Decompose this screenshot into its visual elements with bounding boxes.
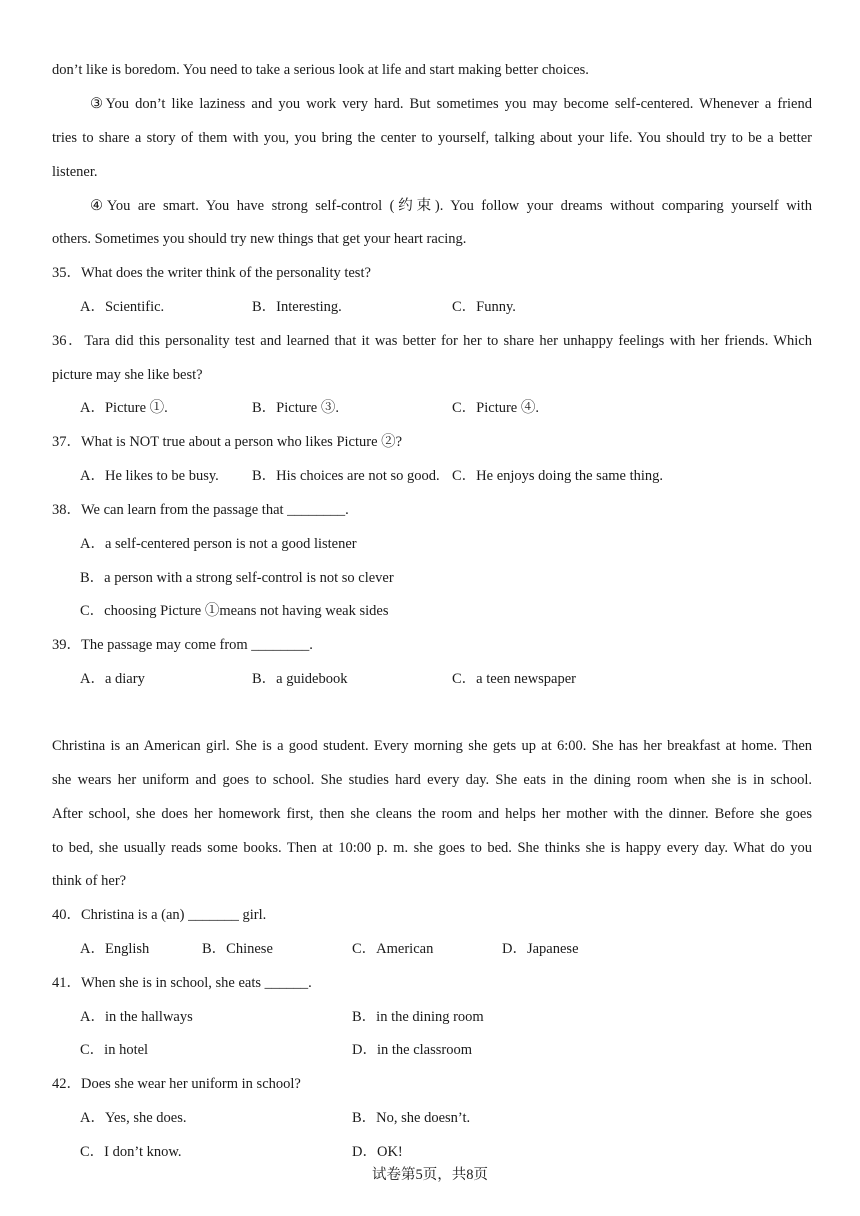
option-d[interactable]: D．OK!: [352, 1144, 403, 1160]
option-c[interactable]: C．in hotel: [80, 1042, 149, 1058]
passage-line: don’t like is boredom. You need to take a serious look at life and start making better choices.: [52, 62, 589, 78]
option-b[interactable]: B．a person with a strong self-control is not so clever: [80, 570, 394, 586]
passage-line: tries to share a story of them with you, you bring the center to yourself, talking about your life. You should try to be a better: [52, 130, 812, 146]
option-a[interactable]: A．Scientific.: [80, 299, 165, 315]
passage-line: After school, she does her homework first, then she cleans the room and helps her mother with the dinner. Before she goes: [52, 806, 812, 822]
passage-line: others. Sometimes you should try new things that get your heart racing.: [52, 231, 467, 247]
passage-line: ④You are smart. You have strong self-control (约束). You follow your dreams without comparing yourself with: [90, 198, 812, 214]
option-c[interactable]: C．He enjoys doing the same thing.: [452, 468, 664, 484]
passage-line: ③You don’t like laziness and you work very hard. But sometimes you may become self-centered. Whenever a friend: [90, 96, 812, 112]
question-37-options: [80, 459, 780, 493]
option-b[interactable]: B．Chinese: [202, 941, 273, 957]
option-a[interactable]: A．in the hallways: [80, 1009, 193, 1025]
question-36-options: [80, 391, 780, 425]
passage-line: think of her?: [52, 873, 127, 889]
option-c[interactable]: C．choosing Picture ①means not having weak sides: [80, 603, 389, 619]
option-b[interactable]: B．Picture ③.: [252, 400, 339, 416]
option-b[interactable]: B．a guidebook: [252, 671, 348, 687]
option-b[interactable]: B．in the dining room: [352, 1009, 484, 1025]
question-42-options-row1: [80, 1101, 780, 1135]
question-41-options-row1: [80, 1000, 780, 1034]
question-41-stem: 41．When she is in school, she eats ______.: [52, 975, 312, 991]
option-b[interactable]: B．Interesting.: [252, 299, 342, 315]
option-b[interactable]: B．His choices are not so good.: [252, 468, 440, 484]
question-39-stem: 39．The passage may come from ________.: [52, 637, 313, 653]
option-c[interactable]: C．a teen newspaper: [452, 671, 577, 687]
question-41-options-row2: [80, 1033, 780, 1067]
option-a[interactable]: A．English: [80, 941, 150, 957]
question-35-options: [80, 290, 780, 324]
passage-line: listener.: [52, 164, 98, 180]
passage-line: Christina is an American girl. She is a good student. Every morning she gets up at 6:00. She has her breakfast at home. Then: [52, 738, 812, 754]
option-a[interactable]: A．Yes, she does.: [80, 1110, 187, 1126]
question-36-stem: 36．Tara did this personality test and learned that it was better for her to share her unhappy feelings with her friends. Which: [52, 333, 812, 349]
option-a[interactable]: A．a diary: [80, 671, 145, 687]
option-a[interactable]: A．He likes to be busy.: [80, 468, 219, 484]
option-c[interactable]: C．American: [352, 941, 434, 957]
option-a[interactable]: A．Picture ①.: [80, 400, 168, 416]
question-36-stem-cont: picture may she like best?: [52, 367, 203, 383]
question-40-options: [80, 932, 780, 966]
question-39-options: [80, 662, 780, 696]
option-a[interactable]: A．a self-centered person is not a good listener: [80, 536, 357, 552]
question-38-stem: 38．We can learn from the passage that ________.: [52, 502, 349, 518]
option-d[interactable]: D．in the classroom: [352, 1042, 473, 1058]
option-d[interactable]: D．Japanese: [502, 941, 579, 957]
question-42-stem: 42．Does she wear her uniform in school?: [52, 1076, 301, 1092]
passage-line: to bed, she usually reads some books. Then at 10:00 p. m. she goes to bed. She thinks she is happy every day. What do you: [52, 840, 812, 856]
option-c[interactable]: C．Picture ④.: [452, 400, 539, 416]
question-40-stem: 40．Christina is a (an) _______ girl.: [52, 907, 267, 923]
option-b[interactable]: B．No, she doesn’t.: [352, 1110, 471, 1126]
passage-line: she wears her uniform and goes to school. She studies hard every day. She eats in the dining room when she is in school.: [52, 772, 812, 788]
option-c[interactable]: C．I don’t know.: [80, 1144, 182, 1160]
option-c[interactable]: C．Funny.: [452, 299, 516, 315]
page-number-footer: 试卷第5页，共8页: [372, 1167, 488, 1183]
question-37-stem: 37．What is NOT true about a person who likes Picture ②?: [52, 434, 403, 450]
question-35-stem: 35．What does the writer think of the personality test?: [52, 265, 371, 281]
